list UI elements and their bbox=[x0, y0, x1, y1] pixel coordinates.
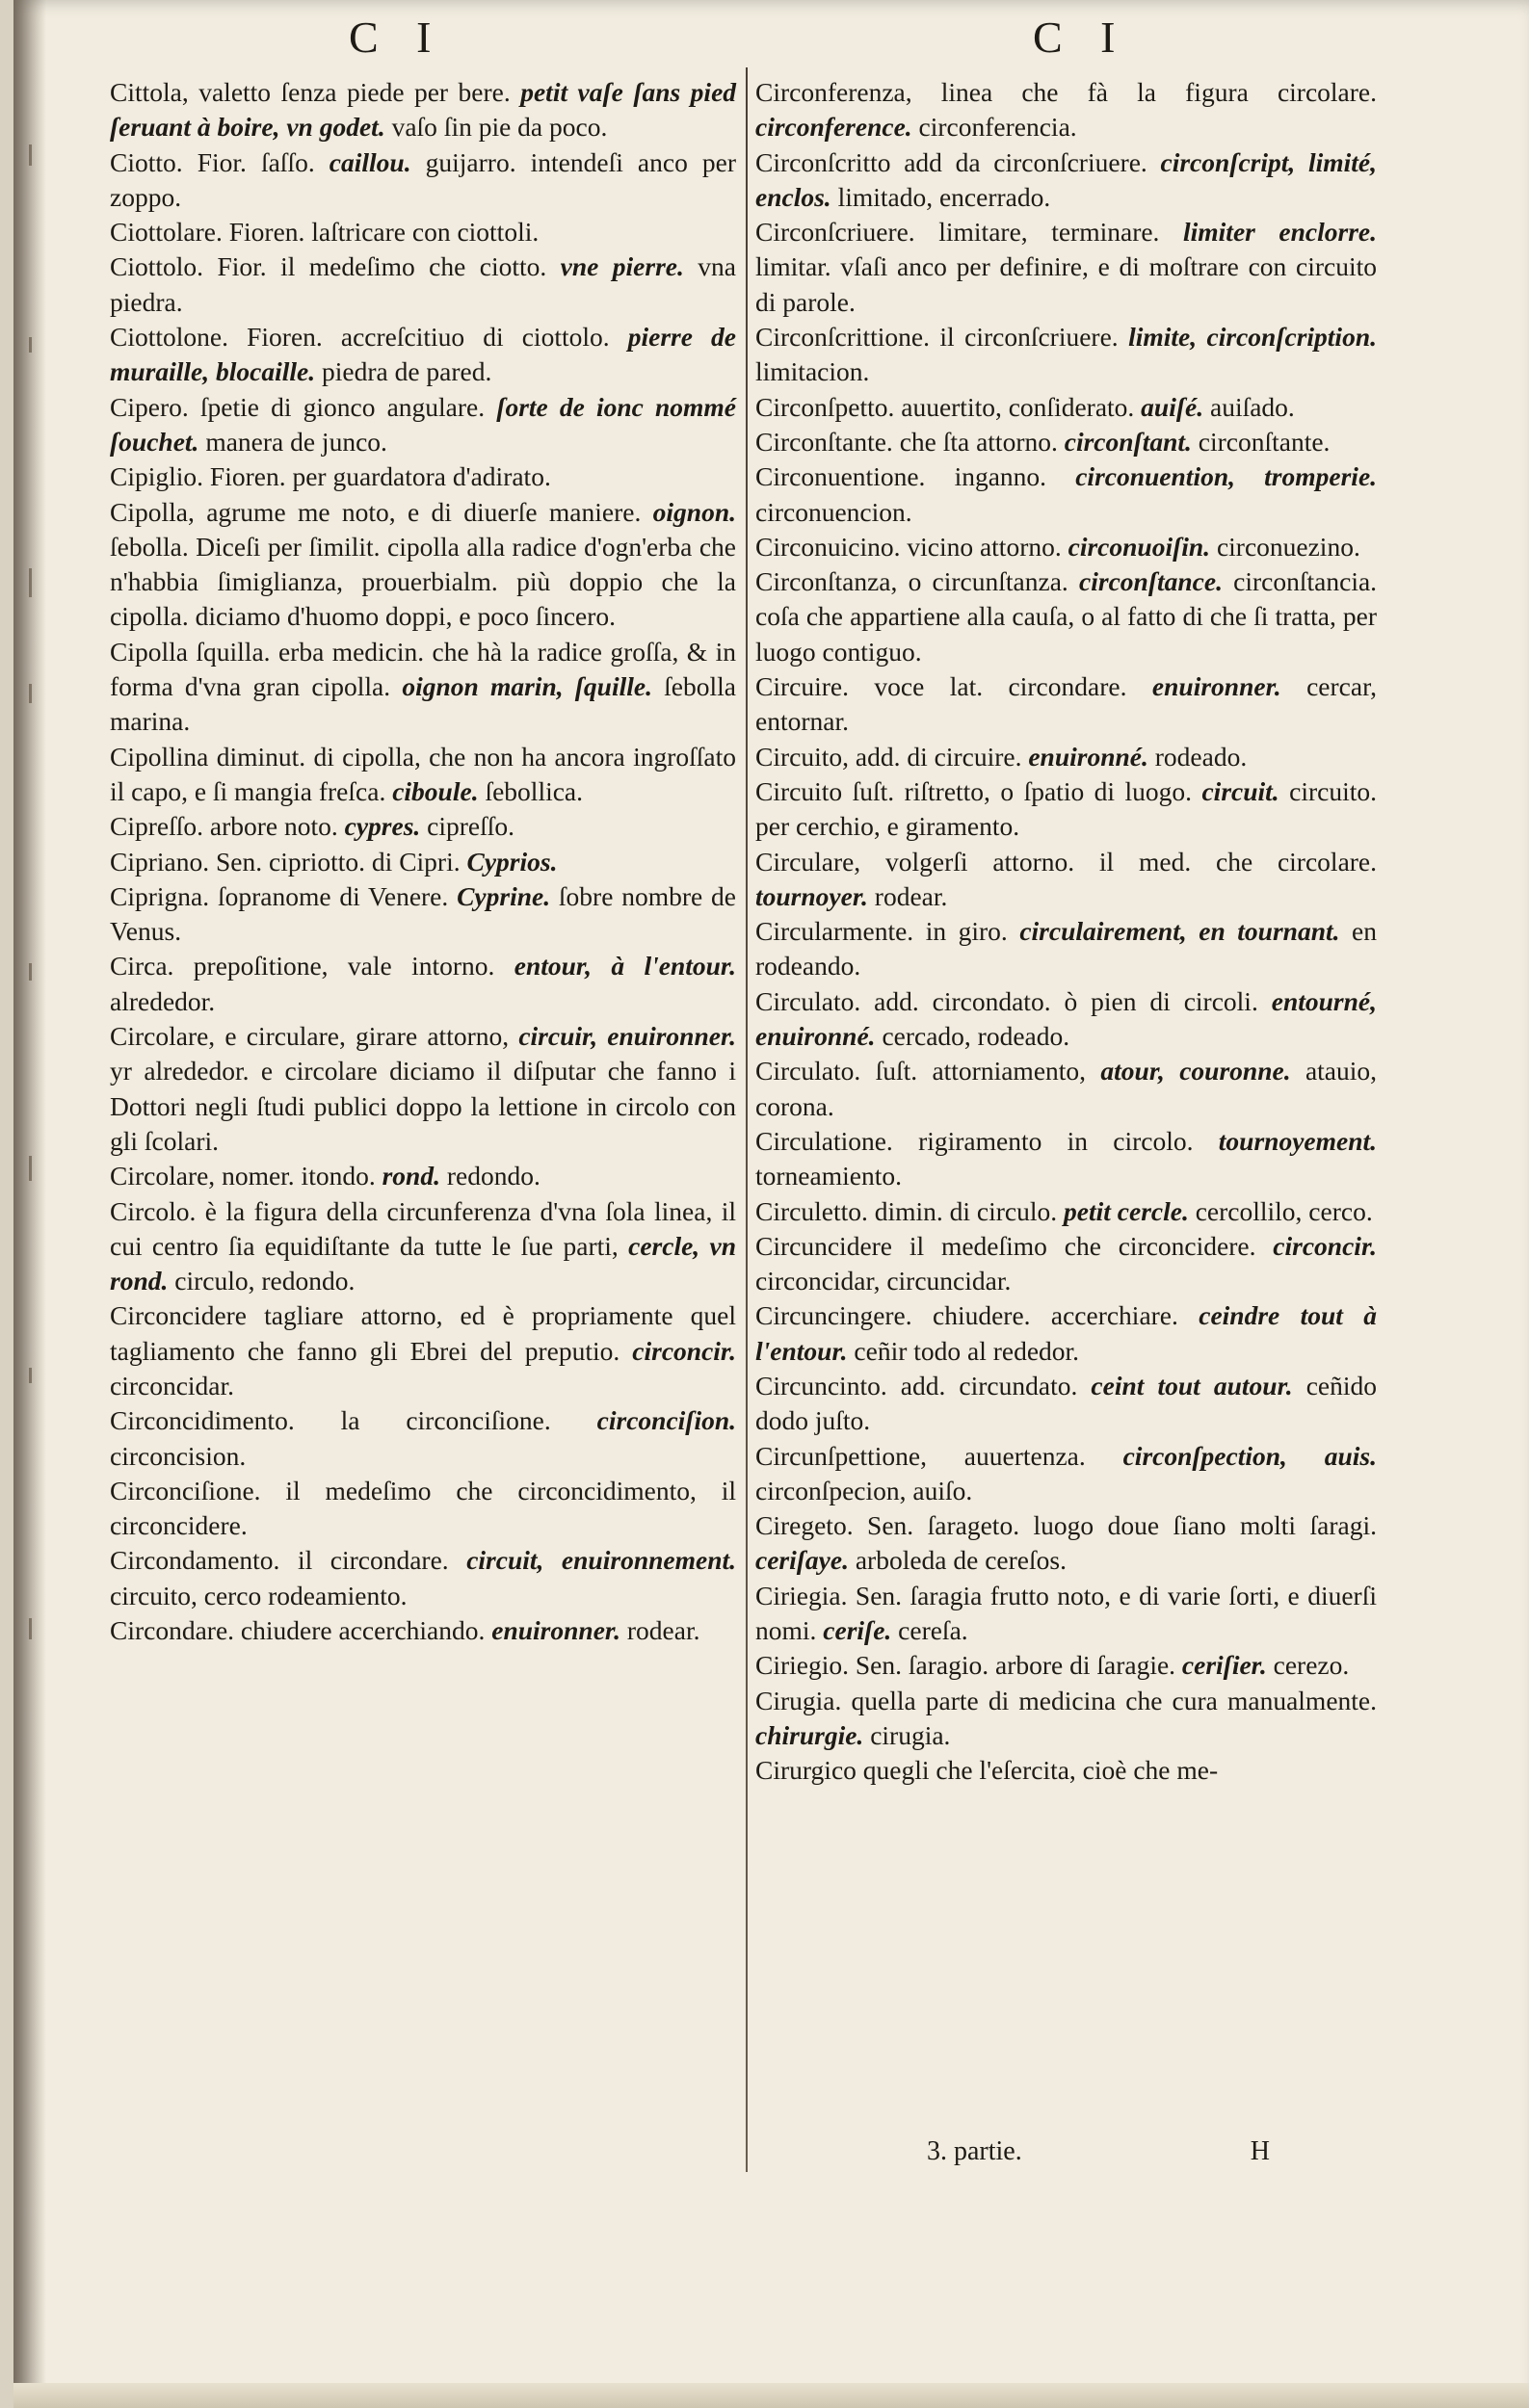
entry-tail: ceñido dodo juſto. bbox=[755, 1370, 1378, 1436]
entry-es: il circondare. bbox=[297, 1545, 449, 1576]
dictionary-entry bbox=[110, 740, 736, 810]
entry-tail: redondo. bbox=[446, 1161, 540, 1191]
entry-tail: piedra de pared. bbox=[322, 356, 492, 387]
entry-fr: pierre de muraille, blocaille. bbox=[110, 322, 736, 387]
entry-fr: enuironné. bbox=[1028, 741, 1148, 772]
entry-tail: ſebollica. bbox=[485, 775, 584, 806]
entry-tail: circonuencion. bbox=[755, 496, 912, 527]
entry-fr: ceriſe. bbox=[823, 1615, 892, 1646]
entry-es: Sen. cipriotto. di Cipri. bbox=[216, 846, 461, 877]
dictionary-entry bbox=[755, 425, 1377, 459]
dictionary-entry bbox=[755, 564, 1377, 669]
entry-hw: Circonferenza, bbox=[755, 77, 912, 107]
entry-hw: Cipolla, bbox=[110, 496, 195, 527]
entry-fr: enuironner. bbox=[1151, 671, 1281, 702]
entry-es: Fioren. accreſcitiuo di ciottolo. bbox=[247, 322, 610, 353]
entry-es: il medeſimo che circoncidimento, il circoncidere. bbox=[110, 1475, 736, 1541]
entry-fr: rond. bbox=[382, 1161, 440, 1191]
entry-tail: arboleda de cereſos. bbox=[855, 1545, 1067, 1576]
entry-tail: circuito. per cerchio, e giramento. bbox=[755, 775, 1378, 842]
entry-es: linea che fà la figura circolare. bbox=[940, 77, 1377, 107]
entry-fr: circoncir. bbox=[632, 1335, 736, 1366]
dictionary-entry bbox=[110, 390, 736, 460]
dictionary-entry bbox=[110, 1543, 736, 1613]
entry-fr: cypres. bbox=[344, 811, 421, 842]
entry-hw: Circolare, bbox=[110, 1021, 216, 1052]
entry-fr: Cyprios. bbox=[466, 846, 558, 877]
entry-tail: cereſa. bbox=[898, 1615, 968, 1646]
entry-fr: circonciſion. bbox=[596, 1405, 737, 1436]
dictionary-entry bbox=[110, 75, 736, 145]
entry-tail: circonſtancia. coſa che appartiene alla cauſa, o al fatto di che ſi tratta, per luogo contiguo. bbox=[755, 566, 1378, 667]
entry-es: Sen. ſaragia frutto noto, e di varie ſorti, e diuerſi nomi. bbox=[755, 1580, 1378, 1646]
dictionary-entry bbox=[110, 1298, 736, 1403]
dictionary-entry bbox=[110, 249, 736, 320]
entry-es: ſopranome di Venere. bbox=[217, 880, 449, 911]
entry-fr: petit vaſe ſans pied ſeruant à boire, vn godet. bbox=[110, 77, 737, 143]
entry-hw: Ciregeto. bbox=[755, 1510, 854, 1541]
entry-hw: Circonſpetto. bbox=[755, 391, 895, 422]
dictionary-entry bbox=[110, 1159, 736, 1193]
entry-hw: Circuncidere bbox=[755, 1230, 893, 1261]
entry-es: in giro. bbox=[925, 916, 1008, 947]
entry-tail: manera de junco. bbox=[205, 426, 387, 457]
entry-fr: circuir, enuironner. bbox=[518, 1021, 737, 1052]
entry-hw: Circulatione. bbox=[755, 1125, 893, 1156]
entry-es: add da circonſcriuere. bbox=[904, 146, 1147, 177]
entry-fr: circulairement, en tournant. bbox=[1019, 916, 1340, 947]
entry-es: è la figura della circunferenza d'vna ſola linea, il cui centro ſia equidiſtante da tutte le ſue parti, bbox=[110, 1195, 737, 1261]
entry-es: auuertenza. bbox=[963, 1440, 1086, 1471]
entry-es: add. circundato. bbox=[900, 1370, 1078, 1400]
entry-hw: Ciottolo. bbox=[110, 251, 204, 282]
dictionary-entry bbox=[755, 1194, 1377, 1229]
entry-es: inganno. bbox=[954, 461, 1047, 492]
entry-es: prepoſitione, vale intorno. bbox=[193, 951, 495, 982]
dictionary-entry bbox=[110, 1613, 736, 1648]
entry-es: Fior. ſaſſo. bbox=[197, 146, 315, 177]
entry-hw: Cipolla ſquilla. bbox=[110, 636, 271, 667]
entry-tail: atauio, corona. bbox=[755, 1056, 1378, 1121]
entry-tail: rodeado. bbox=[1154, 741, 1248, 772]
entry-tail: rodear. bbox=[626, 1615, 700, 1646]
entry-tail: guijarro. intendeſi anco per zoppo. bbox=[110, 146, 736, 212]
entry-hw: Cirurgico bbox=[755, 1755, 857, 1786]
entry-fr: limite, circonſcription. bbox=[1128, 322, 1377, 353]
entry-tail: cercollilo, cerco. bbox=[1195, 1195, 1373, 1226]
entry-fr: oignon marin, ſquille. bbox=[402, 671, 652, 702]
entry-tail: circuito, cerco rodeamiento. bbox=[110, 1580, 408, 1610]
dictionary-entry bbox=[755, 1684, 1377, 1754]
entry-tail: ceñir todo al rededor. bbox=[854, 1335, 1080, 1366]
entry-tail: vna piedra. bbox=[110, 251, 737, 317]
dictionary-entry bbox=[755, 320, 1377, 390]
entry-hw: Circa. bbox=[110, 951, 174, 982]
entry-hw: Ciriegia. bbox=[755, 1580, 848, 1610]
entry-fr: cercle, vn rond. bbox=[110, 1230, 737, 1296]
entry-tail: torneamiento. bbox=[755, 1161, 902, 1191]
entry-tail: cercado, rodeado. bbox=[882, 1021, 1070, 1052]
entry-hw: Circonſcritto bbox=[755, 146, 891, 177]
entry-tail: ſebolla marina. bbox=[110, 671, 736, 737]
entry-es: dimin. di circulo. bbox=[874, 1195, 1058, 1226]
dictionary-entry bbox=[755, 75, 1377, 145]
entry-hw: Circonuicino. bbox=[755, 531, 901, 562]
entry-es: chiudere. accerchiare. bbox=[932, 1300, 1178, 1331]
entry-fr: ciboule. bbox=[392, 775, 479, 806]
entry-hw: Circonciſione. bbox=[110, 1475, 261, 1505]
entry-hw: Ciprigna. bbox=[110, 880, 210, 911]
dictionary-entry bbox=[110, 949, 736, 1019]
entry-tail: limitar. vſaſi anco per definire, e di moſtrare con circuito di parole. bbox=[755, 251, 1377, 317]
entry-fr: petit cercle. bbox=[1064, 1195, 1189, 1226]
entry-tail: ſebolla. Diceſi per ſimilit. cipolla alla radice d'ogn'erba che n'habbia ſimiglianza, prouerbialm. più doppio che la cipolla. diciamo d'huomo doppi, e poco ſincero. bbox=[110, 531, 736, 632]
dictionary-entry bbox=[755, 1439, 1377, 1509]
dictionary-entry bbox=[755, 1298, 1377, 1369]
entry-fr: atour, couronne. bbox=[1100, 1056, 1291, 1086]
entry-hw: Ciottolare. bbox=[110, 217, 223, 248]
entry-es: Sen. ſarageto. luogo doue ſiano molti ſaragi. bbox=[867, 1510, 1377, 1541]
dictionary-entry bbox=[110, 145, 736, 216]
entry-hw: Cittola, bbox=[110, 77, 189, 107]
entry-es: agrume me noto, e di diuerſe maniere. bbox=[206, 496, 642, 527]
dictionary-entry bbox=[755, 740, 1377, 774]
entry-fr: circonſtant. bbox=[1064, 426, 1192, 457]
dictionary-entry bbox=[755, 1229, 1377, 1299]
entry-fr: limiter enclorre. bbox=[1183, 217, 1377, 248]
entry-es: add. di circuire. bbox=[855, 741, 1022, 772]
entry-tail: circonuezino. bbox=[1216, 531, 1360, 562]
dictionary-entry bbox=[755, 1648, 1377, 1683]
entry-es: limitare, terminare. bbox=[938, 217, 1160, 248]
dictionary-entry bbox=[110, 459, 736, 494]
dictionary-entry bbox=[110, 320, 736, 390]
entry-fr: ceint tout autour. bbox=[1091, 1370, 1293, 1400]
entry-tail: cercar, entornar. bbox=[755, 671, 1378, 737]
entry-fr: tournoyement. bbox=[1218, 1125, 1378, 1156]
entry-es: il circonſcriuere. bbox=[939, 322, 1119, 353]
entry-fr: circonuention, tromperie. bbox=[1075, 461, 1378, 492]
entry-es: rigiramento in circolo. bbox=[918, 1125, 1194, 1156]
entry-es: valetto ſenza piede per bere. bbox=[198, 77, 511, 107]
entry-es: ſuſt. attorniamento, bbox=[875, 1056, 1087, 1086]
entry-tail: cipreſſo. bbox=[427, 811, 515, 842]
entry-es: il medeſimo che circoncidere. bbox=[909, 1230, 1256, 1261]
entry-fr: caillou. bbox=[329, 146, 411, 177]
book-page bbox=[13, 0, 1529, 2408]
dictionary-entry bbox=[755, 459, 1377, 530]
entry-hw: Cipollina bbox=[110, 741, 209, 772]
dictionary-entry bbox=[110, 1019, 736, 1159]
entry-tail: circonferencia. bbox=[918, 112, 1077, 143]
entry-hw: Circulato. bbox=[755, 1056, 861, 1086]
entry-tail: circonſtante. bbox=[1198, 426, 1331, 457]
entry-hw: Cipriano. bbox=[110, 846, 210, 877]
entry-hw: Circolare, bbox=[110, 1161, 216, 1191]
entry-es: Fioren. per guardatora d'adirato. bbox=[209, 461, 551, 492]
entry-hw: Circolo. bbox=[110, 1195, 197, 1226]
entry-hw: Circulare, bbox=[755, 846, 861, 877]
running-header-right: C I bbox=[1033, 13, 1129, 62]
dictionary-entry bbox=[755, 845, 1377, 915]
entry-tail: limitacion. bbox=[755, 356, 870, 387]
entry-es: o circunſtanza. bbox=[908, 566, 1068, 597]
entry-fr: auiſé. bbox=[1141, 391, 1204, 422]
entry-es: Fioren. laſtricare con ciottoli. bbox=[228, 217, 540, 248]
entry-hw: Circonſcriuere. bbox=[755, 217, 915, 248]
entry-fr: circuit, enuironnement. bbox=[466, 1545, 737, 1576]
entry-es: voce lat. circondare. bbox=[874, 671, 1127, 702]
entry-es: quella parte di medicina che cura manualmente. bbox=[851, 1685, 1378, 1715]
entry-es: tagliare attorno, ed è propriamente quel tagliamento che fanno gli Ebrei del preputio. bbox=[110, 1300, 736, 1366]
entry-fr: circoncir. bbox=[1273, 1230, 1378, 1261]
entry-es: add. circondato. ò pien di circoli. bbox=[874, 985, 1258, 1016]
dictionary-entry bbox=[755, 530, 1377, 564]
entry-tail: circulo, redondo. bbox=[174, 1266, 356, 1296]
entry-hw: Circuito, bbox=[755, 741, 850, 772]
entry-tail: vaſo ſin pie da poco. bbox=[391, 112, 608, 143]
entry-hw: Cirugia. bbox=[755, 1685, 842, 1715]
entry-fr: oignon. bbox=[652, 496, 737, 527]
entry-tail: cerezo. bbox=[1273, 1650, 1350, 1681]
entry-hw: Circoncidere bbox=[110, 1300, 248, 1331]
entry-hw: Cipiglio. bbox=[110, 461, 204, 492]
entry-es: la circonciſione. bbox=[340, 1405, 551, 1436]
entry-tail: circoncidar, circuncidar. bbox=[755, 1266, 1012, 1296]
entry-tail: circonſpecion, auiſo. bbox=[755, 1475, 973, 1505]
entry-hw: Circuletto. bbox=[755, 1195, 868, 1226]
page-footer bbox=[927, 2136, 1272, 2167]
entry-es: Sen. ſaragio. arbore di ſaragie. bbox=[855, 1650, 1176, 1681]
entry-hw: Cipero. bbox=[110, 391, 189, 422]
entry-hw: Circuire. bbox=[755, 671, 849, 702]
entry-tail: en rodeando. bbox=[755, 916, 1378, 982]
entry-es: chiudere accerchiando. bbox=[240, 1615, 486, 1646]
dictionary-entry bbox=[755, 774, 1377, 845]
entry-tail: circoncision. bbox=[110, 1440, 247, 1471]
entry-tail: ſobre nombre de Venus. bbox=[110, 880, 736, 947]
entry-tail: rodear. bbox=[874, 880, 948, 911]
dictionary-entry bbox=[755, 390, 1377, 425]
entry-hw: Ciriegio. bbox=[755, 1650, 850, 1681]
entry-es: ſpetie di gionco angulare. bbox=[199, 391, 486, 422]
column-rule bbox=[746, 67, 748, 2172]
dictionary-entry bbox=[755, 1369, 1377, 1439]
entry-es: ſuſt. riſtretto, o ſpatio di luogo. bbox=[852, 775, 1193, 806]
entry-hw: Circondamento. bbox=[110, 1545, 280, 1576]
entry-es: Fior. il medeſimo che ciotto. bbox=[217, 251, 547, 282]
entry-tail: alrededor. bbox=[110, 985, 216, 1016]
entry-hw: Circuito bbox=[755, 775, 843, 806]
entry-es: auuertito, conſiderato. bbox=[901, 391, 1135, 422]
entry-hw: Cipreſſo. bbox=[110, 811, 204, 842]
entry-fr: ceindre tout à l'entour. bbox=[755, 1300, 1377, 1366]
dictionary-entry bbox=[110, 1194, 736, 1299]
entry-hw: Circoncidimento. bbox=[110, 1405, 295, 1436]
dictionary-entry bbox=[755, 1579, 1377, 1649]
entry-fr: Cyprine. bbox=[457, 880, 551, 911]
entry-es: diminut. di cipolla, che non ha ancora ingroſſato il capo, e ſi mangia freſca. bbox=[110, 741, 737, 806]
entry-fr: vne pierre. bbox=[560, 251, 684, 282]
dictionary-entry bbox=[755, 984, 1377, 1055]
margin-marks bbox=[29, 116, 52, 1657]
entry-fr: entour, à l'entour. bbox=[514, 951, 736, 982]
entry-tail: limitado, encerrado. bbox=[837, 181, 1051, 212]
entry-hw: Ciottolone. bbox=[110, 322, 228, 353]
entry-hw: Circuncingere. bbox=[755, 1300, 912, 1331]
entry-hw: Circonſcrittione. bbox=[755, 322, 930, 353]
entry-fr: circonſtance. bbox=[1079, 566, 1223, 597]
part-label: 3. partie. bbox=[927, 2136, 1022, 2166]
dictionary-entry bbox=[755, 669, 1377, 740]
entry-fr: ceriſier. bbox=[1181, 1650, 1267, 1681]
entry-es: nomer. itondo. bbox=[222, 1161, 376, 1191]
entry-fr: circonſcript, limité, enclos. bbox=[755, 146, 1377, 212]
dictionary-entry bbox=[110, 1474, 736, 1544]
entry-hw: Circularmente. bbox=[755, 916, 914, 947]
signature-mark: H bbox=[1250, 2136, 1272, 2166]
entry-tail: cirugia. bbox=[870, 1719, 951, 1750]
dictionary-entry bbox=[110, 1403, 736, 1474]
dictionary-entry bbox=[755, 914, 1377, 984]
dictionary-entry bbox=[755, 1753, 1377, 1788]
entry-hw: Circonſtanza, bbox=[755, 566, 898, 597]
entry-hw: Circulato. bbox=[755, 985, 861, 1016]
entry-fr: circonuoiſin. bbox=[1068, 531, 1211, 562]
left-column bbox=[110, 75, 736, 1648]
dictionary-entry bbox=[755, 215, 1377, 320]
entry-hw: Circonuentione. bbox=[755, 461, 926, 492]
entry-fr: circonference. bbox=[755, 112, 912, 143]
entry-tail: circoncidar. bbox=[110, 1370, 235, 1400]
entry-es: e circulare, girare attorno, bbox=[224, 1021, 510, 1052]
entry-hw: Circunſpettione, bbox=[755, 1440, 927, 1471]
entry-tail: yr alrededor. e circolare diciamo il diſputar che fanno i Dottori negli ſtudi publici doppo la lettione in circolo con gli ſcolari. bbox=[110, 1056, 736, 1156]
entry-fr: ſorte de ionc nommé ſouchet. bbox=[110, 391, 737, 457]
entry-hw: Circuncinto. bbox=[755, 1370, 887, 1400]
dictionary-entry bbox=[110, 809, 736, 844]
entry-es: volgerſi attorno. il med. che circolare. bbox=[885, 846, 1378, 877]
entry-tail: auiſado. bbox=[1209, 391, 1295, 422]
entry-hw: Circondare. bbox=[110, 1615, 235, 1646]
entry-fr: chirurgie. bbox=[755, 1719, 864, 1750]
entry-fr: entourné, enuironné. bbox=[755, 985, 1378, 1052]
entry-fr: circonſpection, auis. bbox=[1122, 1440, 1378, 1471]
entry-fr: tournoyer. bbox=[755, 880, 868, 911]
dictionary-entry bbox=[110, 495, 736, 635]
entry-es: quegli che l'eſercita, cioè che me- bbox=[862, 1755, 1219, 1786]
dictionary-entry bbox=[755, 1124, 1377, 1194]
entry-es: arbore noto. bbox=[209, 811, 338, 842]
entry-es: erba medicin. che hà la radice groſſa, & in forma d'vna gran cipolla. bbox=[110, 636, 736, 702]
dictionary-entry bbox=[110, 215, 736, 249]
entry-hw: Circonſtante. bbox=[755, 426, 893, 457]
entry-es: che ſta attorno. bbox=[899, 426, 1058, 457]
entry-fr: ceriſaye. bbox=[755, 1545, 849, 1576]
entry-es: vicino attorno. bbox=[907, 531, 1062, 562]
dictionary-entry bbox=[110, 635, 736, 740]
dictionary-entry bbox=[110, 879, 736, 950]
dictionary-entry bbox=[110, 845, 736, 879]
dictionary-entry bbox=[755, 1054, 1377, 1124]
dictionary-entry bbox=[755, 1508, 1377, 1579]
entry-hw: Ciotto. bbox=[110, 146, 183, 177]
page-edge bbox=[13, 2383, 1529, 2408]
entry-fr: enuironner. bbox=[491, 1615, 620, 1646]
entry-fr: circuit. bbox=[1201, 775, 1279, 806]
right-column bbox=[755, 75, 1377, 1789]
running-header-left: C I bbox=[349, 13, 445, 62]
dictionary-entry bbox=[755, 145, 1377, 216]
